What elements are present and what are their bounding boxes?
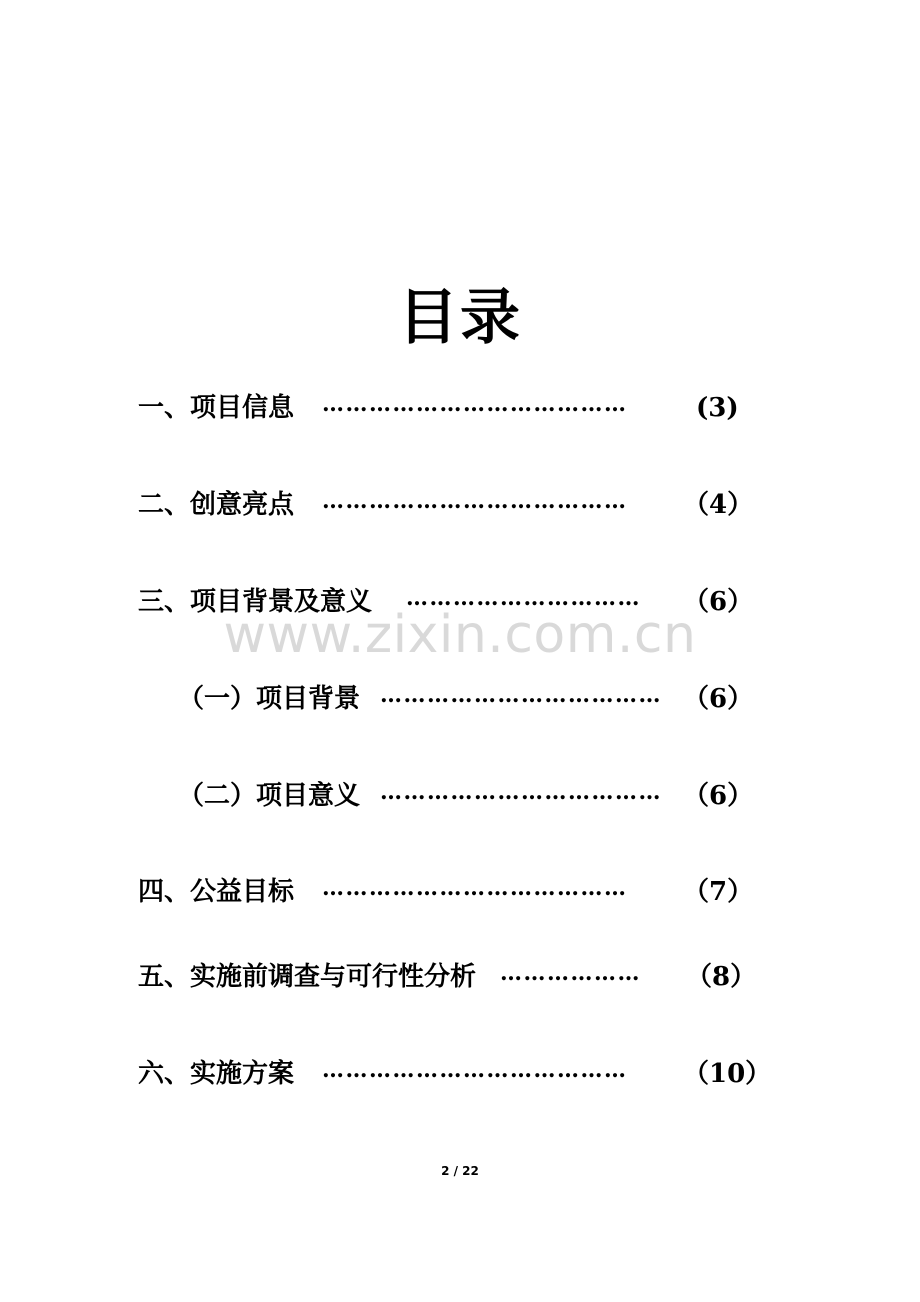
- toc-page-number: （4）: [683, 490, 754, 520]
- toc-leader: …………………………………: [322, 391, 628, 417]
- toc-entry-text: （一）项目背景: [178, 684, 361, 714]
- toc-leader: ………………………………: [380, 779, 662, 805]
- toc-entry[interactable]: [138, 388, 758, 428]
- toc-page-number: （6）: [683, 587, 754, 617]
- toc-page-number: （6）: [683, 684, 754, 714]
- toc-leader: …………………………………: [322, 1057, 628, 1083]
- toc-page-number: （8）: [686, 962, 757, 992]
- toc-page-number: （10）: [683, 1059, 772, 1089]
- toc-entry-text: 四、公益目标: [138, 877, 295, 907]
- toc-title: 目录: [398, 283, 522, 353]
- toc-entry-text: 二、创意亮点: [138, 490, 295, 520]
- toc-entry[interactable]: [138, 485, 758, 525]
- toc-leader: ………………: [500, 960, 641, 986]
- toc-entry[interactable]: [178, 776, 758, 816]
- toc-entry[interactable]: [138, 872, 758, 912]
- toc-page-number: (3): [696, 393, 739, 423]
- toc-entry[interactable]: [178, 679, 758, 719]
- watermark: www.zixin.com.cn: [223, 605, 697, 665]
- toc-entry-text: 一、项目信息: [138, 393, 295, 423]
- toc-page-number: （7）: [683, 877, 754, 907]
- toc-leader: …………………………………: [322, 488, 628, 514]
- toc-leader: …………………………: [406, 585, 641, 611]
- toc-entry-text: 六、实施方案: [138, 1059, 295, 1089]
- page-footer: 2 / 22: [441, 1164, 479, 1178]
- toc-entry-text: 三、项目背景及意义: [138, 587, 373, 617]
- toc-leader: ………………………………: [380, 682, 662, 708]
- toc-leader: …………………………………: [322, 875, 628, 901]
- toc-entry-text: 五、实施前调查与可行性分析: [138, 962, 477, 992]
- toc-entry[interactable]: [138, 582, 758, 622]
- toc-entry[interactable]: [138, 957, 758, 997]
- toc-entry-text: （二）项目意义: [178, 781, 361, 811]
- toc-entry[interactable]: [138, 1054, 778, 1094]
- toc-page-number: （6）: [683, 781, 754, 811]
